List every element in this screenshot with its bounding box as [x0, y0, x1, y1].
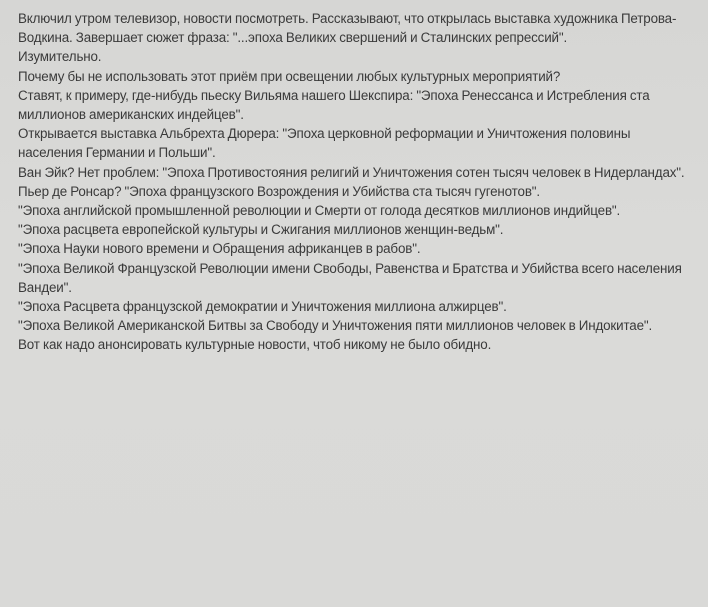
post-paragraph: Почему бы не использовать этот приём при освещении любых культурных мероприятий? — [18, 68, 561, 84]
post-paragraph: "Эпоха расцвета европейской культуры и Сжигания миллионов женщин-ведьм". — [18, 222, 504, 238]
post-paragraph: "Эпоха Великой Французской Революции имени Свободы, Равенства и Братства и Убийства всего населения Вандеи". — [18, 260, 682, 295]
post-text — [18, 9, 690, 355]
post-paragraph: Ставят, к примеру, где-нибудь пьеску Вильяма нашего Шекспира: "Эпоха Ренессанса и Истребления ста миллионов американских индейцев". — [18, 87, 650, 123]
post-paragraph: "Эпоха Великой Американской Битвы за Свободу и Уничтожения пяти миллионов человек в Индокитае". — [18, 318, 653, 334]
post-paragraph: Пьер де Ронсар? "Эпоха французского Возрождения и Убийства ста тысяч гугенотов". — [18, 183, 540, 199]
post-paragraph: "Эпоха английской промышленной революции и Смерти от голода десятков миллионов индийцев". — [18, 203, 621, 219]
post-paragraph: Изумительно. — [18, 49, 102, 65]
post-paragraph: Открывается выставка Альбрехта Дюрера: "Эпоха церковной реформации и Уничтожения половины населения Германии и Польши". — [18, 126, 631, 161]
post-paragraph: Включил утром телевизор, новости посмотреть. Рассказывают, что открылась выставка художника Петрова-Водкина. Завершает сюжет фраза: "...эпоха Великих свершений и Сталинских репрессий". — [18, 11, 677, 46]
post-paragraph: "Эпоха Расцвета французской демократии и Уничтожения миллиона алжирцев". — [18, 299, 507, 315]
post-paragraph: Ван Эйк? Нет проблем: "Эпоха Противостояния религий и Уничтожения сотен тысяч человек в Нидерландах". — [18, 164, 685, 180]
post-paragraph: Вот как надо анонсировать культурные новости, чтоб никому не было обидно. — [18, 337, 492, 353]
post-paragraph: "Эпоха Науки нового времени и Обращения африканцев в рабов". — [18, 241, 421, 257]
